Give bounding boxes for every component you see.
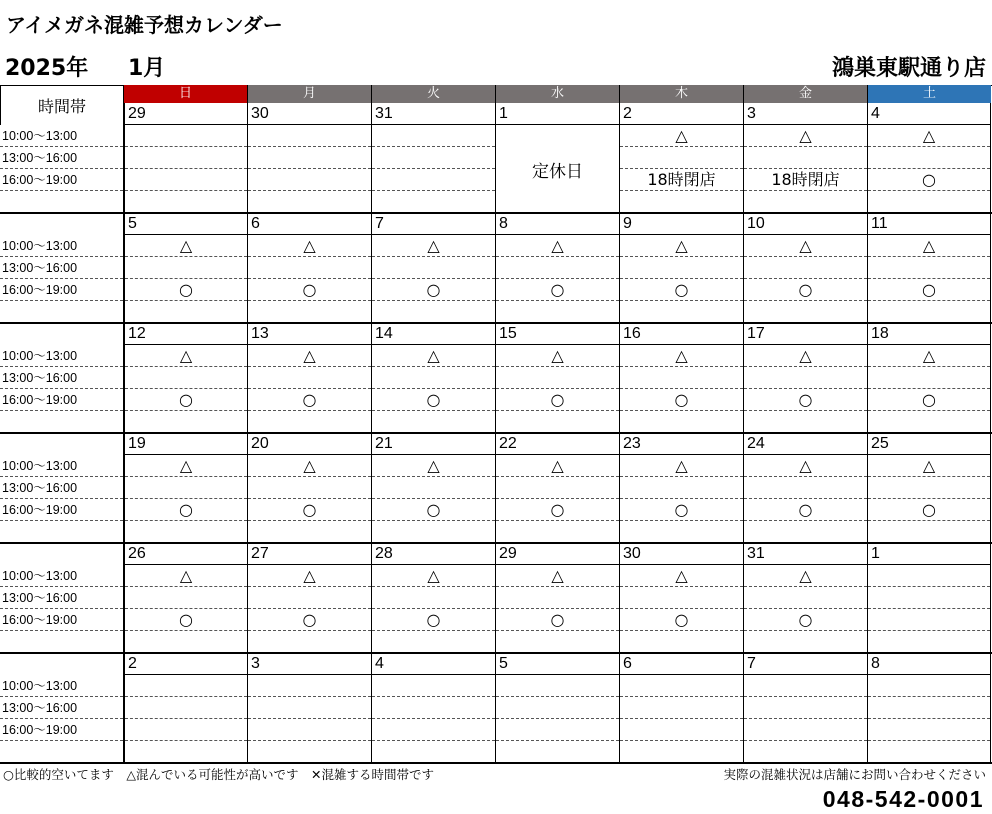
date-number: 8 xyxy=(496,213,619,235)
congestion-mark xyxy=(248,675,371,697)
congestion-mark xyxy=(125,587,247,609)
congestion-mark: △ xyxy=(125,345,247,367)
date-number: 24 xyxy=(744,433,867,455)
day-cell-wed xyxy=(495,653,619,763)
congestion-mark xyxy=(372,697,495,719)
phone-number: 048-542-0001 xyxy=(822,786,984,812)
congestion-mark: ○ xyxy=(125,279,247,301)
day-cell-fri xyxy=(743,653,867,763)
date-number: 27 xyxy=(248,543,371,565)
congestion-mark xyxy=(248,169,371,191)
date-number: 2 xyxy=(125,653,247,675)
date-number: 4 xyxy=(868,103,990,125)
date-number: 19 xyxy=(125,433,247,455)
day-cell-thu xyxy=(619,213,743,323)
date-number: 6 xyxy=(620,653,743,675)
congestion-mark xyxy=(868,675,990,697)
congestion-mark xyxy=(868,719,990,741)
congestion-mark xyxy=(372,587,495,609)
congestion-mark xyxy=(125,257,247,279)
congestion-mark: 18時閉店 xyxy=(744,169,867,191)
month-label: 1月 xyxy=(128,56,166,81)
day-cell-sun xyxy=(123,213,247,323)
congestion-mark xyxy=(125,697,247,719)
congestion-mark: △ xyxy=(620,455,743,477)
congestion-mark: △ xyxy=(372,345,495,367)
congestion-mark: △ xyxy=(620,345,743,367)
date-number: 28 xyxy=(372,543,495,565)
day-cell-mon xyxy=(247,323,371,433)
date-number: 29 xyxy=(496,543,619,565)
congestion-mark: ○ xyxy=(372,609,495,631)
day-cell-wed xyxy=(495,543,619,653)
time-slot-label: 10:00～13:00 xyxy=(0,565,123,587)
day-cell-tue xyxy=(371,103,495,213)
congestion-mark: ○ xyxy=(248,499,371,521)
congestion-mark xyxy=(868,477,990,499)
time-band-header: 時間帯 xyxy=(0,85,123,125)
time-slot-label: 16:00～19:00 xyxy=(0,279,123,301)
congestion-mark: △ xyxy=(248,455,371,477)
date-number: 3 xyxy=(744,103,867,125)
congestion-mark: △ xyxy=(496,455,619,477)
date-number: 29 xyxy=(125,103,247,125)
date-number: 10 xyxy=(744,213,867,235)
congestion-mark xyxy=(372,675,495,697)
time-slot-label: 16:00～19:00 xyxy=(0,609,123,631)
congestion-mark xyxy=(372,477,495,499)
congestion-mark: 18時閉店 xyxy=(620,169,743,191)
date-number: 11 xyxy=(868,213,990,235)
date-number: 5 xyxy=(496,653,619,675)
day-cell-fri xyxy=(743,433,867,543)
congestion-mark xyxy=(744,477,867,499)
day-cell-sat xyxy=(867,213,991,323)
congestion-mark: △ xyxy=(125,565,247,587)
day-cell-wed xyxy=(495,433,619,543)
congestion-mark xyxy=(744,587,867,609)
weekday-header-thu: 木 xyxy=(619,85,743,103)
congestion-mark xyxy=(496,477,619,499)
congestion-mark: ○ xyxy=(372,279,495,301)
date-number: 7 xyxy=(372,213,495,235)
time-slot-label: 13:00～16:00 xyxy=(0,367,123,389)
day-cell-mon xyxy=(247,213,371,323)
weekday-header-mon: 月 xyxy=(247,85,371,103)
congestion-mark: △ xyxy=(372,565,495,587)
date-number: 25 xyxy=(868,433,990,455)
date-number: 26 xyxy=(125,543,247,565)
congestion-mark: △ xyxy=(372,235,495,257)
congestion-mark xyxy=(868,257,990,279)
day-cell-thu xyxy=(619,653,743,763)
congestion-mark: ○ xyxy=(868,169,990,191)
time-slot-label: 13:00～16:00 xyxy=(0,697,123,719)
time-slot-label: 13:00～16:00 xyxy=(0,477,123,499)
weekday-header-sat: 土 xyxy=(867,85,991,103)
congestion-mark xyxy=(248,125,371,147)
congestion-mark: ○ xyxy=(744,609,867,631)
time-slot-label: 10:00～13:00 xyxy=(0,345,123,367)
congestion-mark: △ xyxy=(744,455,867,477)
congestion-mark xyxy=(868,587,990,609)
day-cell-fri xyxy=(743,213,867,323)
day-cell-tue xyxy=(371,653,495,763)
time-slot-label: 16:00～19:00 xyxy=(0,169,123,191)
date-number: 17 xyxy=(744,323,867,345)
congestion-mark xyxy=(868,367,990,389)
congestion-mark xyxy=(125,169,247,191)
congestion-mark: ○ xyxy=(620,279,743,301)
congestion-mark xyxy=(248,257,371,279)
date-number: 13 xyxy=(248,323,371,345)
congestion-mark: △ xyxy=(248,565,371,587)
congestion-mark xyxy=(496,675,619,697)
congestion-mark xyxy=(125,125,247,147)
date-number: 8 xyxy=(868,653,990,675)
time-slot-label: 10:00～13:00 xyxy=(0,125,123,147)
day-cell-sun xyxy=(123,653,247,763)
congestion-mark xyxy=(372,169,495,191)
congestion-mark: ○ xyxy=(868,389,990,411)
closed-day-label: 定休日 xyxy=(496,125,619,213)
congestion-mark: ○ xyxy=(868,499,990,521)
congestion-mark xyxy=(248,477,371,499)
day-cell-mon xyxy=(247,103,371,213)
congestion-mark xyxy=(868,609,990,631)
congestion-mark: △ xyxy=(744,235,867,257)
date-number: 23 xyxy=(620,433,743,455)
date-number: 16 xyxy=(620,323,743,345)
congestion-mark xyxy=(248,697,371,719)
congestion-mark: ○ xyxy=(496,499,619,521)
congestion-mark: ○ xyxy=(248,609,371,631)
congestion-mark: ○ xyxy=(620,389,743,411)
date-number: 3 xyxy=(248,653,371,675)
legend-text: ○比較的空いてます △混んでいる可能性が高いです ✕混雑する時間帯です xyxy=(3,767,434,782)
congestion-mark xyxy=(744,367,867,389)
congestion-mark: △ xyxy=(372,455,495,477)
congestion-mark: △ xyxy=(125,455,247,477)
date-number: 30 xyxy=(248,103,371,125)
congestion-mark xyxy=(868,565,990,587)
time-slot-label: 10:00～13:00 xyxy=(0,675,123,697)
weekday-header-tue: 火 xyxy=(371,85,495,103)
day-cell-tue xyxy=(371,543,495,653)
day-cell-sat xyxy=(867,543,991,653)
congestion-mark: ○ xyxy=(248,279,371,301)
congestion-mark: ○ xyxy=(868,279,990,301)
day-cell-thu xyxy=(619,323,743,433)
congestion-mark: ○ xyxy=(620,609,743,631)
day-cell-sun xyxy=(123,103,247,213)
grid-bottom-line xyxy=(0,762,992,764)
congestion-mark: ○ xyxy=(744,279,867,301)
congestion-mark xyxy=(372,125,495,147)
congestion-mark xyxy=(620,147,743,169)
day-cell-sat xyxy=(867,653,991,763)
congestion-mark: △ xyxy=(125,235,247,257)
congestion-mark: △ xyxy=(868,455,990,477)
time-slot-label: 13:00～16:00 xyxy=(0,147,123,169)
store-name: 鴻巣東駅通り店 xyxy=(831,56,986,81)
date-number: 31 xyxy=(372,103,495,125)
date-number: 5 xyxy=(125,213,247,235)
date-number: 30 xyxy=(620,543,743,565)
congestion-mark xyxy=(620,587,743,609)
congestion-mark xyxy=(744,147,867,169)
congestion-mark: △ xyxy=(868,235,990,257)
congestion-mark: △ xyxy=(868,125,990,147)
congestion-mark xyxy=(248,719,371,741)
day-cell-sun xyxy=(123,543,247,653)
congestion-mark xyxy=(372,147,495,169)
day-cell-mon xyxy=(247,543,371,653)
weekday-header-wed: 水 xyxy=(495,85,619,103)
congestion-mark: ○ xyxy=(125,499,247,521)
congestion-mark: ○ xyxy=(744,389,867,411)
day-cell-thu xyxy=(619,103,743,213)
congestion-mark: ○ xyxy=(744,499,867,521)
congestion-mark xyxy=(125,477,247,499)
congestion-mark xyxy=(372,719,495,741)
congestion-mark xyxy=(868,697,990,719)
congestion-mark xyxy=(496,367,619,389)
congestion-mark xyxy=(248,367,371,389)
day-cell-sun xyxy=(123,433,247,543)
date-number: 12 xyxy=(125,323,247,345)
day-cell-wed xyxy=(495,213,619,323)
day-cell-thu xyxy=(619,433,743,543)
date-number: 6 xyxy=(248,213,371,235)
day-cell-fri xyxy=(743,543,867,653)
year-label: 2025年 xyxy=(5,56,89,81)
date-number: 21 xyxy=(372,433,495,455)
congestion-mark: ○ xyxy=(372,499,495,521)
congestion-mark xyxy=(744,257,867,279)
congestion-mark xyxy=(496,587,619,609)
day-cell-wed xyxy=(495,323,619,433)
time-slot-label: 13:00～16:00 xyxy=(0,257,123,279)
congestion-mark xyxy=(620,697,743,719)
date-number: 20 xyxy=(248,433,371,455)
time-slot-label: 10:00～13:00 xyxy=(0,235,123,257)
congestion-mark xyxy=(248,587,371,609)
day-cell-sat xyxy=(867,103,991,213)
day-cell-mon xyxy=(247,433,371,543)
congestion-calendar-grid xyxy=(0,85,992,764)
time-slot-label: 16:00～19:00 xyxy=(0,499,123,521)
weekday-header-sun: 日 xyxy=(123,85,247,103)
congestion-mark: △ xyxy=(868,345,990,367)
congestion-mark: ○ xyxy=(372,389,495,411)
day-cell-wed xyxy=(495,103,619,213)
congestion-mark xyxy=(744,719,867,741)
congestion-mark xyxy=(125,367,247,389)
date-number: 31 xyxy=(744,543,867,565)
congestion-mark xyxy=(372,367,495,389)
day-cell-tue xyxy=(371,213,495,323)
congestion-mark xyxy=(496,719,619,741)
date-number: 18 xyxy=(868,323,990,345)
day-cell-fri xyxy=(743,323,867,433)
day-cell-fri xyxy=(743,103,867,213)
congestion-mark xyxy=(620,477,743,499)
congestion-mark: ○ xyxy=(248,389,371,411)
date-number: 2 xyxy=(620,103,743,125)
congestion-mark: ○ xyxy=(496,389,619,411)
congestion-mark: △ xyxy=(620,125,743,147)
congestion-mark: △ xyxy=(496,345,619,367)
date-number: 1 xyxy=(496,103,619,125)
congestion-mark: △ xyxy=(744,125,867,147)
day-cell-sat xyxy=(867,323,991,433)
time-slot-label: 13:00～16:00 xyxy=(0,587,123,609)
congestion-mark xyxy=(620,367,743,389)
congestion-mark xyxy=(125,719,247,741)
congestion-mark xyxy=(496,697,619,719)
calendar-title: アイメガネ混雑予想カレンダー xyxy=(6,13,283,37)
date-number: 4 xyxy=(372,653,495,675)
weekday-header-fri: 金 xyxy=(743,85,867,103)
congestion-mark: △ xyxy=(744,565,867,587)
congestion-mark xyxy=(496,257,619,279)
date-number: 7 xyxy=(744,653,867,675)
contact-note: 実際の混雑状況は店舗にお問い合わせください xyxy=(723,767,986,782)
time-slot-label: 10:00～13:00 xyxy=(0,455,123,477)
congestion-mark: △ xyxy=(496,565,619,587)
congestion-mark xyxy=(125,147,247,169)
congestion-mark xyxy=(620,719,743,741)
congestion-mark: △ xyxy=(496,235,619,257)
congestion-mark: △ xyxy=(620,235,743,257)
congestion-mark: ○ xyxy=(125,389,247,411)
congestion-mark: △ xyxy=(248,235,371,257)
congestion-mark xyxy=(620,675,743,697)
congestion-mark xyxy=(125,675,247,697)
day-cell-mon xyxy=(247,653,371,763)
time-slot-label: 16:00～19:00 xyxy=(0,389,123,411)
day-cell-sun xyxy=(123,323,247,433)
congestion-mark: △ xyxy=(620,565,743,587)
congestion-mark: ○ xyxy=(620,499,743,521)
congestion-mark xyxy=(620,257,743,279)
day-cell-tue xyxy=(371,323,495,433)
congestion-mark xyxy=(372,257,495,279)
time-slot-label: 16:00～19:00 xyxy=(0,719,123,741)
congestion-mark xyxy=(744,675,867,697)
day-cell-thu xyxy=(619,543,743,653)
day-cell-sat xyxy=(867,433,991,543)
congestion-mark: ○ xyxy=(125,609,247,631)
congestion-mark xyxy=(248,147,371,169)
congestion-mark xyxy=(744,697,867,719)
congestion-mark: ○ xyxy=(496,609,619,631)
congestion-mark xyxy=(868,147,990,169)
congestion-mark: ○ xyxy=(496,279,619,301)
congestion-mark: △ xyxy=(744,345,867,367)
date-number: 9 xyxy=(620,213,743,235)
congestion-mark: △ xyxy=(248,345,371,367)
date-number: 15 xyxy=(496,323,619,345)
date-number: 22 xyxy=(496,433,619,455)
date-number: 14 xyxy=(372,323,495,345)
date-number: 1 xyxy=(868,543,990,565)
day-cell-tue xyxy=(371,433,495,543)
